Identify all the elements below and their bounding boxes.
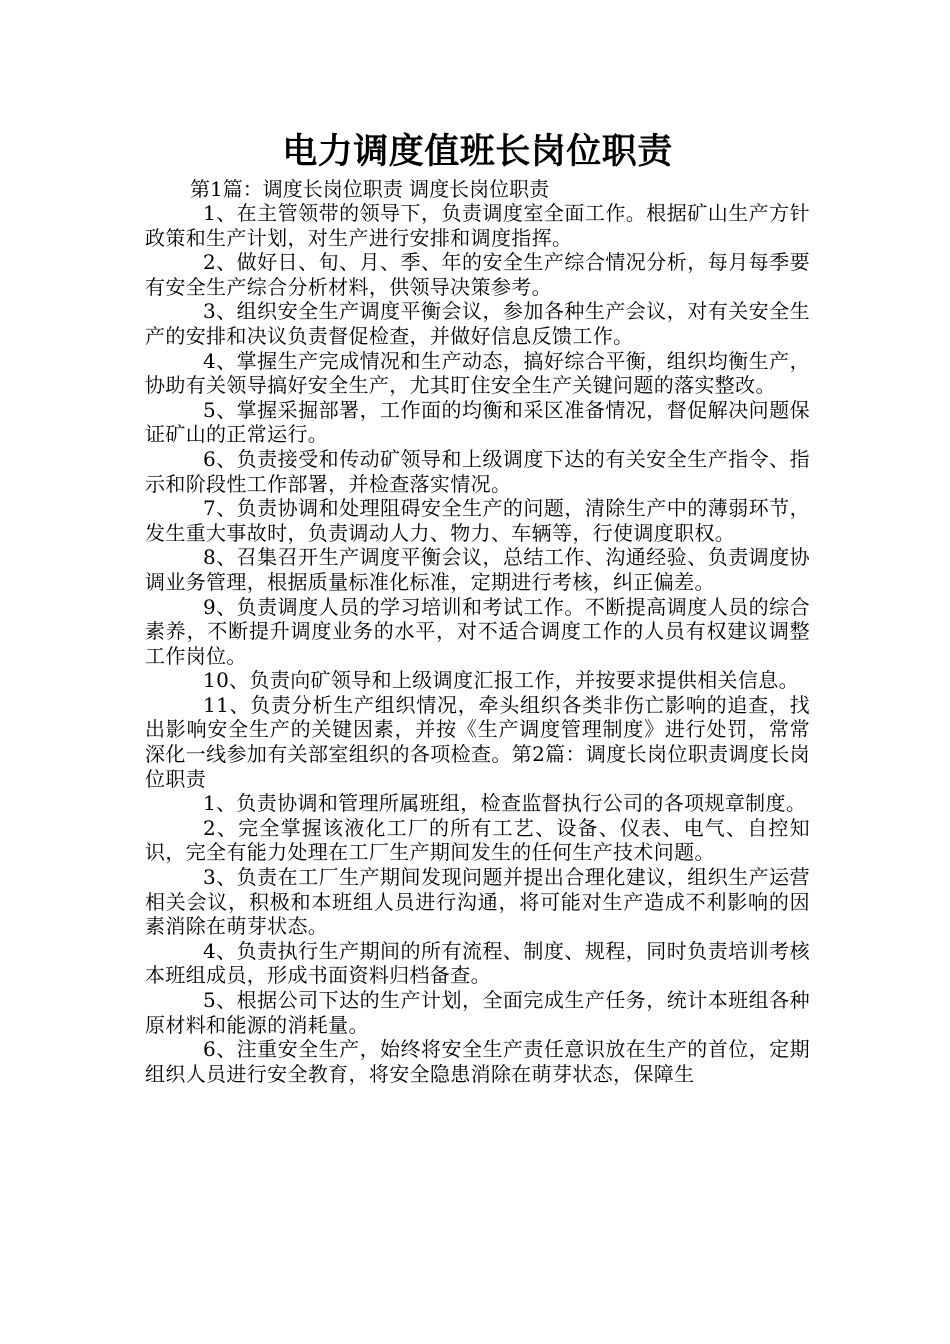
paragraph: 3、组织安全生产调度平衡会议，参加各种生产会议，对有关安全生产的安排和决议负责督促检查，并做好信息反馈工作。 — [145, 299, 810, 348]
paragraph: 5、掌握采掘部署，工作面的均衡和采区准备情况，督促解决问题保证矿山的正常运行。 — [145, 397, 810, 447]
paragraph: 3、负责在工厂生产期间发现问题并提出合理化建议，组织生产运营相关会议，积极和本班组人员进行沟通，将可能对生产造成不利影响的因素消除在萌芽状态。 — [145, 865, 810, 939]
paragraph: 4、负责执行生产期间的所有流程、制度、规程，同时负责培训考核本班组成员，形成书面资料归档备查。 — [145, 938, 810, 988]
paragraph: 2、完全掌握该液化工厂的所有工艺、设备、仪表、电气、自控知识，完全有能力处理在工厂生产期间发生的任何生产技术问题。 — [145, 815, 810, 865]
paragraph: 2、做好日、旬、月、季、年的安全生产综合情况分析，每月每季要有安全生产综合分析材料，供领导决策参考。 — [145, 250, 810, 299]
paragraph: 5、根据公司下达的生产计划，全面完成生产任务，统计本班组各种原材料和能源的消耗量。 — [145, 988, 810, 1037]
paragraph: 10、负责向矿领导和上级调度汇报工作，并按要求提供相关信息。 — [203, 668, 799, 693]
paragraph: 1、在主管领带的领导下，负责调度室全面工作。根据矿山生产方针政策和生产计划，对生产进行安排和调度指挥。 — [145, 201, 810, 250]
paragraph: 1、负责协调和管理所属班组，检查监督执行公司的各项规章制度。 — [203, 791, 807, 816]
document-page — [145, 127, 810, 1086]
document-body — [145, 201, 810, 1086]
document-title: 电力调度值班长岗位职责 — [282, 131, 673, 172]
paragraph: 6、注重安全生产，始终将安全生产责任意识放在生产的首位，定期组织人员进行安全教育，将安全隐患消除在萌芽状态，保障生 — [145, 1037, 810, 1086]
paragraph: 6、负责接受和传动矿领导和上级调度下达的有关安全生产指令、指示和阶段性工作部署，并检查落实情况。 — [145, 446, 810, 496]
paragraph: 8、召集召开生产调度平衡会议，总结工作、沟通经验、负责调度协调业务管理，根据质量标准化标准，定期进行考核，纠正偏差。 — [145, 545, 810, 594]
paragraph: 9、负责调度人员的学习培训和考试工作。不断提高调度人员的综合素养，不断提升调度业务的水平，对不适合调度工作的人员有权建议调整工作岗位。 — [145, 594, 810, 668]
paragraph: 11、负责分析生产组织情况，牵头组织各类非伤亡影响的追查，找出影响安全生产的关键因素，并按《生产调度管理制度》进行处罚，常常深化一线参加有关部室组织的各项检查。第2篇：调度长岗位职责调度长岗位职责 — [145, 692, 810, 791]
paragraph: 7、负责协调和处理阻碍安全生产的问题，清除生产中的薄弱环节，发生重大事故时，负责调动人力、物力、车辆等，行使调度职权。 — [145, 496, 810, 545]
paragraph: 4、掌握生产完成情况和生产动态，搞好综合平衡，组织均衡生产，协助有关领导搞好安全生产，尤其盯住安全生产关键问题的落实整改。 — [145, 348, 810, 398]
section-heading: 第1篇：调度长岗位职责 调度长岗位职责 — [190, 177, 550, 201]
